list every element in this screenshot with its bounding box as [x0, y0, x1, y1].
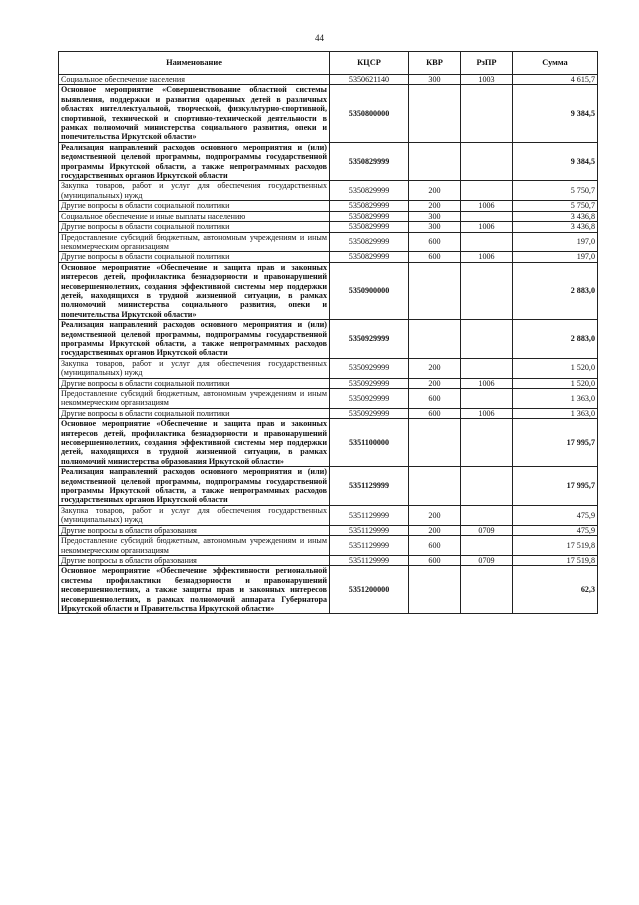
row-kvr-cell	[409, 262, 461, 319]
row-rspr-cell	[461, 536, 513, 556]
row-name-cell: Основное мероприятие «Обеспечение эффективности региональной системы профилактики безнадзорности и правонарушений несовершеннолетних, а также защиты прав и законных интересов несовершеннолетних, в рамках полномочий аппарата Губернатора Иркутской области и Правительства Иркутской области»	[59, 566, 330, 614]
table-row	[59, 142, 598, 181]
row-kcsr-cell: 5351129999	[330, 505, 409, 525]
row-name-cell: Другие вопросы в области социальной политики	[59, 222, 330, 232]
row-kcsr-cell: 5350929999	[330, 358, 409, 378]
row-rspr-cell	[461, 211, 513, 221]
row-name-cell: Реализация направлений расходов основного мероприятия и (или) ведомственной целевой программы, подпрограммы государственной программы Иркутской области, а также непрограммных расходов государственных органов Иркутской области	[59, 320, 330, 359]
row-kvr-cell	[409, 320, 461, 359]
row-rspr-cell: 1003	[461, 75, 513, 85]
table-row	[59, 408, 598, 418]
row-kvr-cell: 200	[409, 378, 461, 388]
row-kvr-cell: 600	[409, 232, 461, 252]
row-kvr-cell: 300	[409, 211, 461, 221]
row-kcsr-cell: 5350829999	[330, 142, 409, 181]
row-rspr-cell	[461, 181, 513, 201]
table-row	[59, 85, 598, 142]
row-kcsr-cell: 5351100000	[330, 419, 409, 467]
row-name-cell: Другие вопросы в области социальной политики	[59, 201, 330, 211]
row-rspr-cell: 1006	[461, 222, 513, 232]
row-kvr-cell	[409, 467, 461, 506]
row-rspr-cell: 0709	[461, 525, 513, 535]
table-row	[59, 211, 598, 221]
row-name-cell: Реализация направлений расходов основного мероприятия и (или) ведомственной целевой программы, подпрограммы государственной программы Иркутской области, а также непрограммных расходов государственных органов Иркутской области	[59, 142, 330, 181]
row-name-cell: Социальное обеспечение населения	[59, 75, 330, 85]
row-rspr-cell	[461, 85, 513, 142]
row-kvr-cell	[409, 142, 461, 181]
row-rspr-cell	[461, 142, 513, 181]
row-kvr-cell	[409, 85, 461, 142]
row-kvr-cell	[409, 419, 461, 467]
row-sum-cell: 1 363,0	[513, 389, 598, 409]
row-kvr-cell: 600	[409, 536, 461, 556]
row-sum-cell: 62,3	[513, 566, 598, 614]
table-row	[59, 566, 598, 614]
row-rspr-cell: 1006	[461, 408, 513, 418]
row-sum-cell: 5 750,7	[513, 201, 598, 211]
row-rspr-cell	[461, 505, 513, 525]
row-kcsr-cell: 5350929999	[330, 389, 409, 409]
row-kvr-cell: 300	[409, 222, 461, 232]
row-kvr-cell: 200	[409, 201, 461, 211]
row-kcsr-cell: 5351129999	[330, 536, 409, 556]
budget-table	[58, 51, 598, 614]
header-kvr: КВР	[409, 52, 461, 75]
row-kvr-cell: 600	[409, 408, 461, 418]
row-kcsr-cell: 5351129999	[330, 555, 409, 565]
row-kcsr-cell: 5351200000	[330, 566, 409, 614]
table-row	[59, 419, 598, 467]
table-row	[59, 525, 598, 535]
row-sum-cell: 197,0	[513, 252, 598, 262]
row-kcsr-cell: 5350829999	[330, 201, 409, 211]
row-name-cell: Основное мероприятие «Совершенствование областной системы выявления, поддержки и развития одаренных детей в различных областях интеллектуальной, творческой, физкультурно-спортивной, спортивной, технической и спортивно-технической деятельности в рамках полномочий министерства социального развития, опеки и попечительства Иркутской области»	[59, 85, 330, 142]
table-row	[59, 389, 598, 409]
table-row	[59, 555, 598, 565]
row-kvr-cell: 600	[409, 389, 461, 409]
header-rspr: РзПР	[461, 52, 513, 75]
row-rspr-cell: 1006	[461, 378, 513, 388]
row-kvr-cell: 200	[409, 358, 461, 378]
table-row	[59, 378, 598, 388]
row-kcsr-cell: 5350829999	[330, 211, 409, 221]
row-name-cell: Другие вопросы в области социальной политики	[59, 378, 330, 388]
row-sum-cell: 9 384,5	[513, 142, 598, 181]
row-sum-cell: 5 750,7	[513, 181, 598, 201]
row-kvr-cell: 300	[409, 75, 461, 85]
table-row	[59, 505, 598, 525]
row-sum-cell: 17 519,8	[513, 536, 598, 556]
row-rspr-cell	[461, 566, 513, 614]
table-body	[59, 75, 598, 614]
row-name-cell: Реализация направлений расходов основного мероприятия и (или) ведомственной целевой программы, подпрограммы государственной программы Иркутской области, а также непрограммных расходов государственных органов Иркутской области	[59, 467, 330, 506]
row-kcsr-cell: 5350900000	[330, 262, 409, 319]
row-kvr-cell: 200	[409, 505, 461, 525]
row-name-cell: Закупка товаров, работ и услуг для обеспечения государственных (муниципальных) нужд	[59, 181, 330, 201]
table-row	[59, 201, 598, 211]
row-rspr-cell	[461, 320, 513, 359]
row-rspr-cell: 0709	[461, 555, 513, 565]
row-name-cell: Предоставление субсидий бюджетным, автономным учреждениям и иным некоммерческим организациям	[59, 232, 330, 252]
row-kcsr-cell: 5350621140	[330, 75, 409, 85]
row-name-cell: Другие вопросы в области образования	[59, 555, 330, 565]
row-kcsr-cell: 5350929999	[330, 408, 409, 418]
row-sum-cell: 1 363,0	[513, 408, 598, 418]
row-kvr-cell: 600	[409, 555, 461, 565]
row-sum-cell: 1 520,0	[513, 378, 598, 388]
row-name-cell: Другие вопросы в области социальной политики	[59, 408, 330, 418]
row-sum-cell: 3 436,8	[513, 211, 598, 221]
row-kvr-cell	[409, 566, 461, 614]
row-sum-cell: 17 995,7	[513, 419, 598, 467]
row-name-cell: Предоставление субсидий бюджетным, автономным учреждениям и иным некоммерческим организациям	[59, 536, 330, 556]
table-row	[59, 75, 598, 85]
row-name-cell: Предоставление субсидий бюджетным, автономным учреждениям и иным некоммерческим организациям	[59, 389, 330, 409]
row-sum-cell: 4 615,7	[513, 75, 598, 85]
row-sum-cell: 17 995,7	[513, 467, 598, 506]
row-sum-cell: 9 384,5	[513, 85, 598, 142]
row-kcsr-cell: 5350829999	[330, 222, 409, 232]
row-rspr-cell	[461, 467, 513, 506]
row-sum-cell: 2 883,0	[513, 320, 598, 359]
table-row	[59, 222, 598, 232]
row-rspr-cell	[461, 419, 513, 467]
header-kcsr: КЦСР	[330, 52, 409, 75]
table-row	[59, 252, 598, 262]
row-sum-cell: 197,0	[513, 232, 598, 252]
row-rspr-cell	[461, 358, 513, 378]
table-row	[59, 181, 598, 201]
row-kcsr-cell: 5350829999	[330, 232, 409, 252]
row-name-cell: Закупка товаров, работ и услуг для обеспечения государственных (муниципальных) нужд	[59, 505, 330, 525]
table-row	[59, 358, 598, 378]
row-kvr-cell: 600	[409, 252, 461, 262]
row-sum-cell: 475,9	[513, 525, 598, 535]
row-kcsr-cell: 5350829999	[330, 181, 409, 201]
row-rspr-cell	[461, 262, 513, 319]
row-sum-cell: 475,9	[513, 505, 598, 525]
table-row	[59, 467, 598, 506]
row-name-cell: Основное мероприятие «Обеспечение и защита прав и законных интересов детей, профилактика безнадзорности и правонарушений несовершеннолетних, создания эффективной системы мер поддержки детей, находящихся в трудной жизненной ситуации, в рамках полномочий министерства образования Иркутской области»	[59, 419, 330, 467]
row-rspr-cell	[461, 389, 513, 409]
row-kcsr-cell: 5351129999	[330, 467, 409, 506]
row-kcsr-cell: 5351129999	[330, 525, 409, 535]
row-name-cell: Другие вопросы в области социальной политики	[59, 252, 330, 262]
row-kcsr-cell: 5350929999	[330, 378, 409, 388]
row-kcsr-cell: 5350829999	[330, 252, 409, 262]
row-name-cell: Другие вопросы в области образования	[59, 525, 330, 535]
table-row	[59, 262, 598, 319]
page-number: 44	[315, 33, 324, 43]
header-name: Наименование	[59, 52, 330, 75]
row-rspr-cell: 1006	[461, 201, 513, 211]
row-rspr-cell: 1006	[461, 252, 513, 262]
row-sum-cell: 1 520,0	[513, 358, 598, 378]
table-row	[59, 320, 598, 359]
table-row	[59, 536, 598, 556]
row-name-cell: Основное мероприятие «Обеспечение и защита прав и законных интересов детей, профилактика безнадзорности и правонарушений несовершеннолетних, создания эффективной системы мер поддержки детей, находящихся в трудной жизненной ситуации, в рамках полномочий министерства социального развития, опеки и попечительства Иркутской области»	[59, 262, 330, 319]
row-kvr-cell: 200	[409, 525, 461, 535]
header-sum: Сумма	[513, 52, 598, 75]
row-sum-cell: 3 436,8	[513, 222, 598, 232]
row-name-cell: Социальное обеспечение и иные выплаты населению	[59, 211, 330, 221]
row-kvr-cell: 200	[409, 181, 461, 201]
row-kcsr-cell: 5350800000	[330, 85, 409, 142]
row-kcsr-cell: 5350929999	[330, 320, 409, 359]
table-header-row	[59, 52, 598, 75]
row-name-cell: Закупка товаров, работ и услуг для обеспечения государственных (муниципальных) нужд	[59, 358, 330, 378]
table-row	[59, 232, 598, 252]
row-sum-cell: 2 883,0	[513, 262, 598, 319]
row-sum-cell: 17 519,8	[513, 555, 598, 565]
row-rspr-cell	[461, 232, 513, 252]
